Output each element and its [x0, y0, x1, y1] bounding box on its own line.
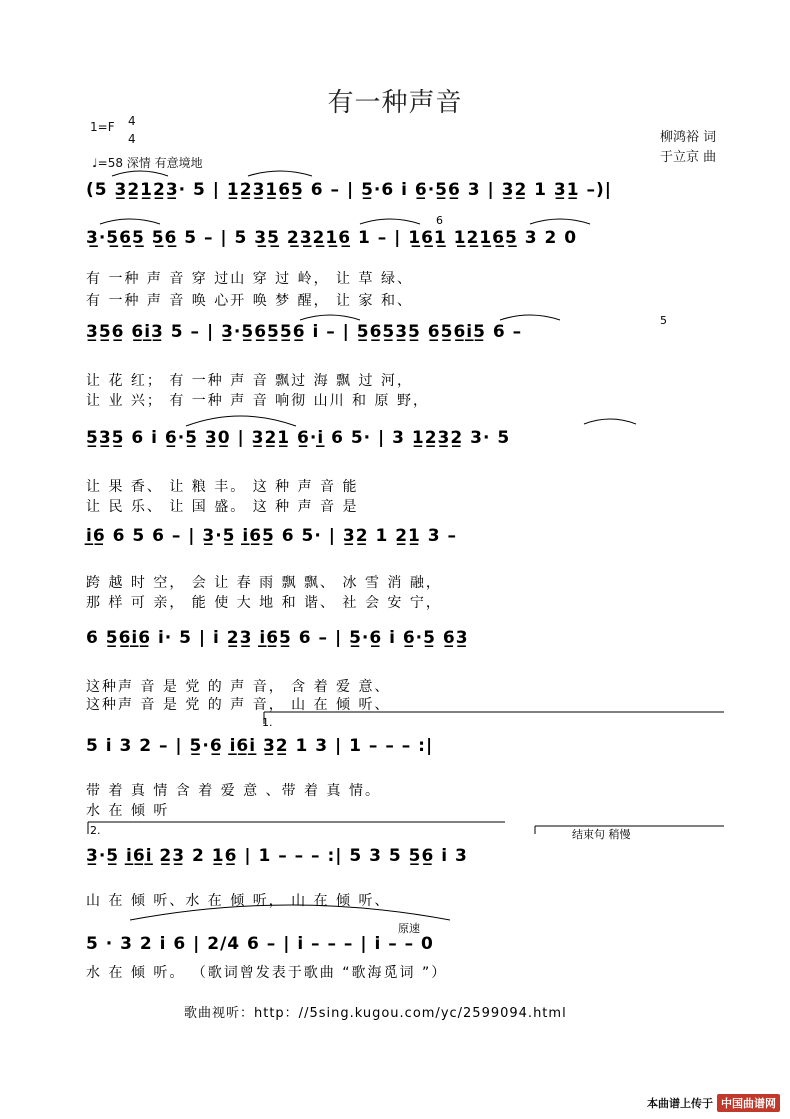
notation-row-3: 3̲5̲6̲ 6̲i̲3̲ 5 – | 3̲·5̲6̲5̲5̲6̲ i – | 5̲6̲5̲3̲5̲ 6̲5̲6̲i̲5̲ 6 – [86, 322, 523, 342]
notation-row-4: 5̲3̲5̲ 6 i 6̲·5̲ 3̲0̲ | 3̲2̲1̲ 6̲·i̲ 6 5· | 3 1̲2̲3̲2̲ 3· 5 [86, 428, 511, 448]
notation-row-2: 3̲·5̲6̲5̲ 5̲6̲ 5 – | 5 3̲5̲ 2̲3̲2̲1̲6̲ 1 – | 1̲6̲1̲ 1̲2̲1̲6̲5̲ 3 2 0 [86, 228, 578, 248]
second-ending-label: 2. [90, 824, 101, 837]
lyric-line: 跨 越 时 空， 会 让 春 雨 飘 飘、 冰 雪 消 融， [86, 575, 442, 591]
lyric-line: 这种声 音 是 党 的 声 音， 含 着 爱 意、 [86, 679, 391, 695]
lyric-line: 山 在 倾 听、水 在 倾 听， 山 在 倾 听、 [86, 893, 391, 909]
lyric-line: 那 样 可 亲， 能 使 大 地 和 谐、 社 会 安 宁， [86, 595, 442, 611]
notation-row-7: 5 i 3 2 – | 5̲·6̲ i̲6̲i̲ 3̲2̲ 1 3 | 1 – – – :| [86, 736, 434, 756]
notation-row-8: 3̲·5̲ i̲6̲i̲ 2̲3̲ 2 1̲6̲ | 1 – – – :| 5 3 5 5̲6̲ i 3 [86, 846, 468, 866]
lyric-line: 这种声 音 是 党 的 声 音， 山 在 倾 听、 [86, 697, 391, 713]
lyric-line: 带 着 真 情 含 着 爱 意 、带 着 真 情。 [86, 783, 381, 799]
lyric-line: 水 在 倾 听 [86, 803, 170, 819]
first-ending-label: 1. [262, 716, 273, 729]
lyric-line: 让 业 兴； 有 一种 声 音 响彻 山川 和 原 野， [86, 393, 429, 409]
lyric-line: 有 一种 声 音 穿 过山 穿 过 岭， 让 草 绿、 [86, 271, 413, 287]
ending-tempo-note: 结束句 稍慢 [572, 828, 631, 841]
lyric-line: 有 一种 声 音 唤 心开 唤 梦 醒， 让 家 和、 [86, 293, 413, 309]
fermata-note-mark: 5 [660, 314, 667, 327]
listen-link-text: 歌曲视听：http：//5sing.kugou.com/yc/2599094.html [184, 1006, 567, 1021]
footer-text: 本曲谱上传于 [647, 1097, 713, 1110]
lyric-line: 让 民 乐、 让 国 盛。 这 种 声 音 是 [86, 499, 359, 515]
fermata-note-mark: 6 [436, 214, 443, 227]
tempo-return-label: 原速 [398, 922, 420, 935]
key-signature: 1=F [90, 120, 115, 134]
notation-row-1: (5 3̲2̲1̲2̲3̲· 5 | 1̲2̲3̲1̲6̲5̲ 6 – | 5̲·6 i 6̲·5̲6̲ 3 | 3̲2̲ 1 3̲1̲ –)| [86, 180, 612, 200]
notation-row-9: 5 · 3 2 i 6 | 2/4 6 – | i – – – | i – – 0 [86, 934, 434, 954]
notation-row-5: i̲6̲ 6 5 6 – | 3̲·5̲ i̲6̲5̲ 6 5· | 3̲2̲ 1 2̲1̲ 3 – [86, 526, 458, 546]
notation-row-6: 6 5̲6̲i̲6̲ i· 5 | i 2̲3̲ i̲6̲5̲ 6 – | 5̲·6̲ i 6̲·5̲ 6̲3̲ [86, 628, 469, 648]
upload-footer [647, 1094, 780, 1112]
tempo-marking: ♩=58 深情 有意境地 [92, 156, 203, 170]
composer-credit: 于立京 曲 [660, 150, 717, 165]
time-signature-bottom: 4 [128, 132, 136, 146]
site-logo: 中国曲谱网 [717, 1094, 780, 1112]
time-signature-top: 4 [128, 114, 136, 128]
song-title: 有一种声音 [327, 88, 463, 118]
lyricist-credit: 柳鸿裕 词 [660, 130, 717, 145]
lyric-line: 水 在 倾 听。 （歌词曾发表于歌曲 “歌海觅词 ”） [86, 965, 448, 981]
lyric-line: 让 果 香、 让 粮 丰。 这 种 声 音 能 [86, 479, 359, 495]
lyric-line: 让 花 红； 有 一种 声 音 飘过 海 飘 过 河， [86, 373, 413, 389]
